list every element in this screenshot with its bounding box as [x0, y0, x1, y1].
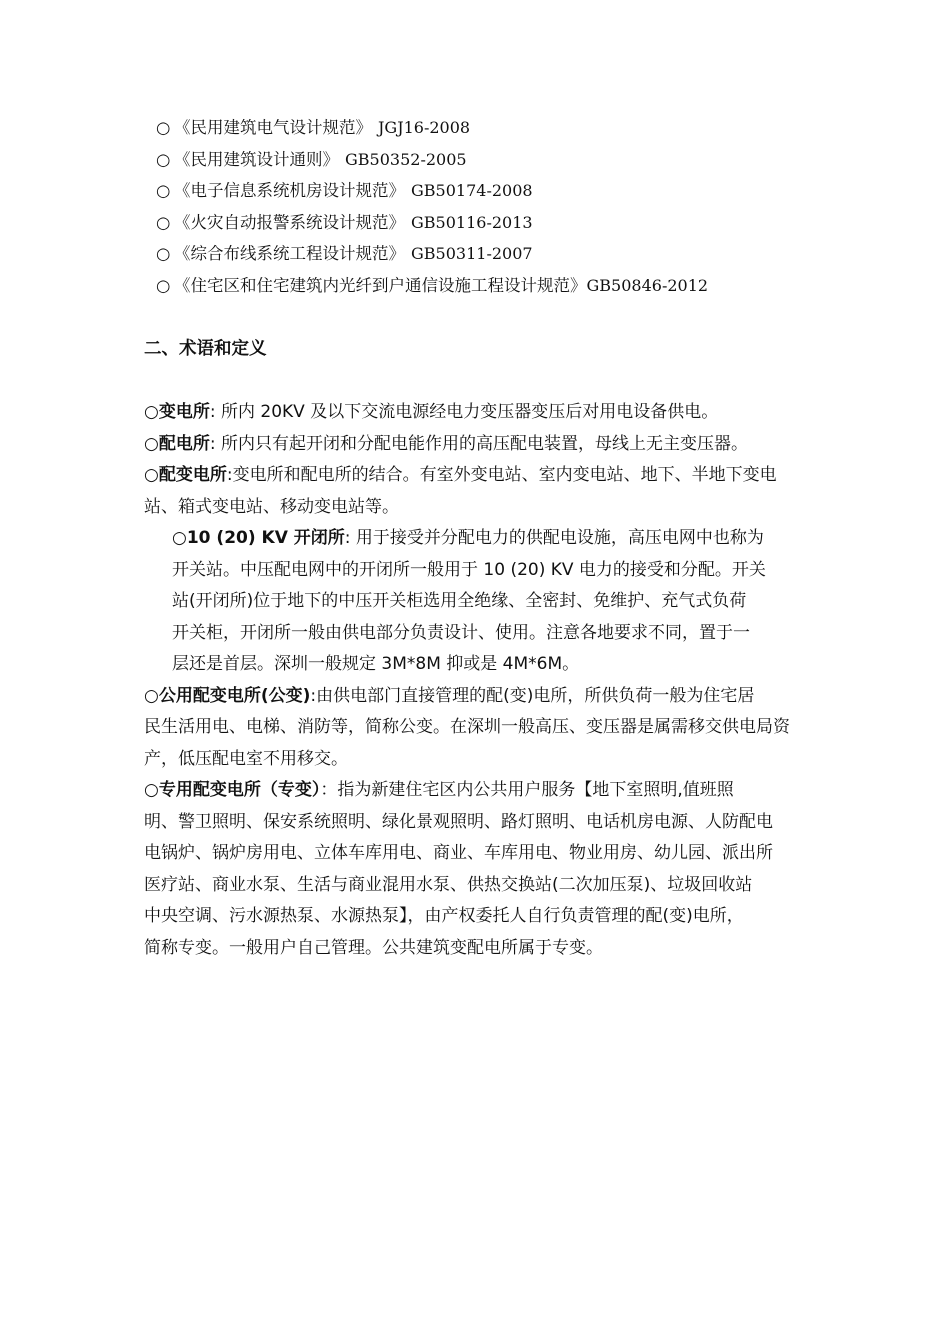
- definition-term: 配变电所: [158, 465, 227, 485]
- definition-item: [144, 397, 854, 429]
- standard-title: 《民用建筑电气设计规范》: [174, 118, 372, 137]
- definition-line: 明、警卫照明、保安系统照明、绿化景观照明、路灯照明、电话机房电源、人防配电: [144, 811, 773, 832]
- definition-line: 开关站。中压配电网中的开闭所一般用于 10 (20) KV 电力的接受和分配。开关: [172, 559, 766, 580]
- standard-item: [156, 175, 708, 207]
- circle-bullet-icon: ○: [156, 244, 171, 264]
- circle-bullet-icon: ○: [156, 181, 171, 201]
- circle-bullet-icon: ○: [156, 149, 171, 169]
- definition-line: 站、箱式变电站、移动变电站等。: [144, 496, 399, 517]
- definition-line: [144, 397, 854, 429]
- definition-term: 10 (20) KV 开闭所: [186, 528, 345, 548]
- definition-line: 民生活用电、电梯、消防等，简称公变。在深圳一般高压、变压器是属需移交供电局资: [144, 717, 790, 737]
- circle-bullet-icon: ○: [156, 275, 171, 295]
- circle-bullet-icon: ○: [144, 685, 159, 706]
- standard-item: [156, 112, 708, 144]
- definition-item: [144, 429, 854, 461]
- definition-item: [144, 681, 854, 776]
- definition-line: [144, 775, 854, 807]
- standard-code: GB50116-2013: [411, 212, 533, 232]
- standard-item: [156, 207, 708, 239]
- standard-code: JGJ16-2008: [378, 118, 471, 137]
- definition-item: [144, 460, 854, 523]
- standard-item: [156, 238, 708, 270]
- definition-term: 配电所: [158, 433, 210, 454]
- definitions-list: [144, 397, 854, 964]
- definition-term: 变电所: [158, 402, 210, 422]
- definition-text: : 用于接受并分配电力的供配电设施，高压电网中也称为: [344, 528, 764, 548]
- standards-list: [156, 112, 708, 302]
- circle-bullet-icon: ○: [156, 118, 171, 137]
- definition-line: 电锅炉、锅炉房用电、立体车库用电、商业、车库用电、物业用房、幼儿园、派出所: [144, 843, 773, 863]
- definition-term: 公用配变电所(公变): [158, 685, 311, 706]
- definition-text: : 所内 20KV 及以下交流电源经电力变压器变压后对用电设备供电。: [209, 402, 719, 422]
- definition-line: [144, 429, 854, 461]
- standard-title: 《电子信息系统机房设计规范》: [174, 181, 405, 201]
- definition-line: [144, 460, 854, 492]
- standard-title: 《住宅区和住宅建筑内光纤到户通信设施工程设计规范》: [174, 275, 587, 295]
- definition-line: 中央空调、污水源热泵、水源热泵】，由产权委托人自行负责管理的配(变)电所，: [144, 906, 744, 926]
- definition-line: 医疗站、商业水泵、生活与商业混用水泵、供热交换站(二次加压泵)、垃圾回收站: [144, 874, 753, 895]
- definition-text: :由供电部门直接管理的配(变)电所，所供负荷一般为住宅居: [310, 685, 755, 706]
- standard-code: GB50174-2008: [411, 181, 533, 201]
- definition-line: 产，低压配电室不用移交。: [144, 748, 348, 769]
- circle-bullet-icon: ○: [144, 780, 159, 800]
- circle-bullet-icon: ○: [172, 528, 187, 548]
- standard-item: [156, 144, 708, 176]
- standard-code: GB50311-2007: [411, 244, 533, 264]
- section-heading: 二、术语和定义: [144, 339, 267, 359]
- definition-line: 站(开闭所)位于地下的中压开关柜选用全绝缘、全密封、免维护、充气式负荷: [172, 591, 747, 611]
- standard-title: 《民用建筑设计通则》: [174, 149, 339, 169]
- circle-bullet-icon: ○: [144, 433, 159, 454]
- definition-item: [144, 775, 854, 964]
- definition-text: :变电所和配电所的结合。有室外变电站、室内变电站、地下、半地下变电: [226, 465, 777, 485]
- circle-bullet-icon: ○: [144, 465, 159, 485]
- standard-code: GB50846-2012: [586, 275, 709, 295]
- definition-line: 开关柜，开闭所一般由供电部分负责设计、使用。注意各地要求不同，置于一: [172, 622, 750, 643]
- definition-line: 简称专变。一般用户自己管理。公共建筑变配电所属于专变。: [144, 937, 603, 958]
- standard-title: 《综合布线系统工程设计规范》: [174, 244, 405, 264]
- definition-text: : 所内只有起开闭和分配电能作用的高压配电装置，母线上无主变压器。: [209, 433, 748, 454]
- definition-line: 层还是首层。深圳一般规定 3M*8M 抑或是 4M*6M。: [172, 654, 580, 674]
- circle-bullet-icon: ○: [156, 212, 171, 232]
- standard-code: GB50352-2005: [345, 149, 467, 169]
- circle-bullet-icon: ○: [144, 402, 159, 422]
- definition-line: [172, 523, 832, 555]
- standard-title: 《火灾自动报警系统设计规范》: [174, 212, 405, 232]
- definition-text: ：指为新建住宅区内公共用户服务【地下室照明,值班照: [320, 780, 734, 800]
- definition-term: 专用配变电所（专变）: [158, 780, 321, 800]
- definition-line: [144, 681, 854, 713]
- definition-item: [172, 523, 832, 681]
- standard-item: [156, 270, 708, 302]
